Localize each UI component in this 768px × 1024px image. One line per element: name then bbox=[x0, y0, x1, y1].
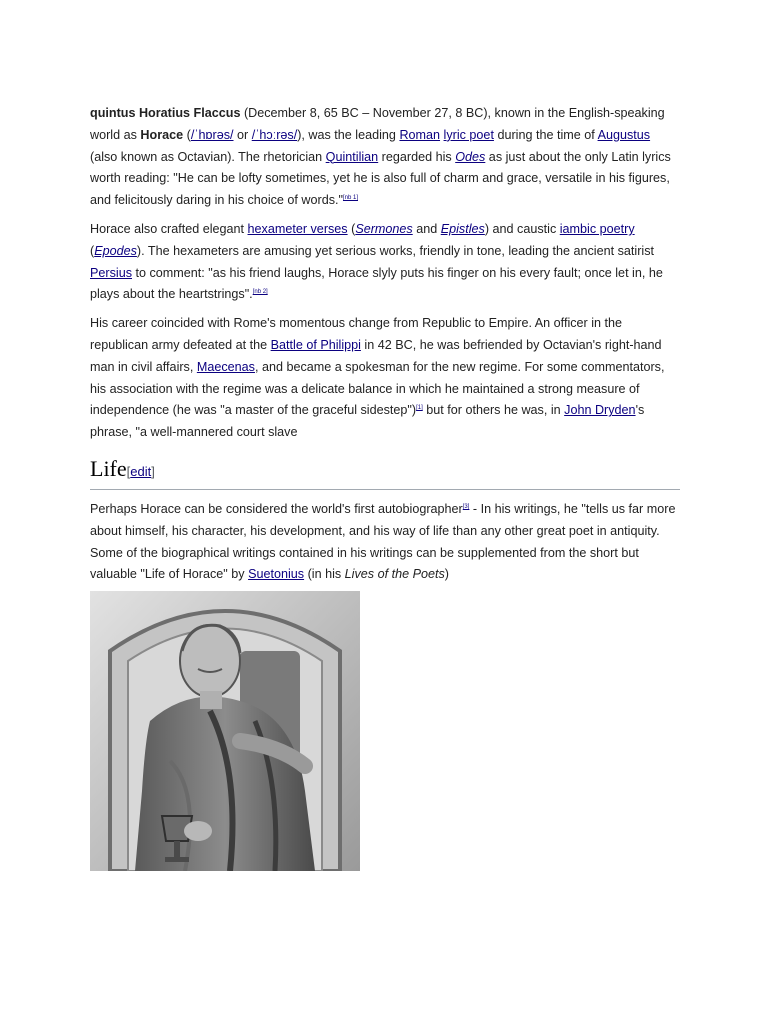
iambic-poetry-link[interactable]: iambic poetry bbox=[559, 221, 635, 236]
life-section-heading bbox=[90, 453, 680, 490]
horace-portrait-image bbox=[90, 591, 360, 871]
roman-link[interactable]: Roman bbox=[399, 127, 441, 142]
odes-link[interactable]: Odes bbox=[455, 149, 486, 164]
sermones-link[interactable]: Sermones bbox=[355, 221, 413, 236]
life-heading-text: Life bbox=[90, 455, 127, 481]
john-dryden-link[interactable]: John Dryden bbox=[564, 403, 636, 418]
augustus-link[interactable]: Augustus bbox=[597, 127, 651, 142]
suetonius-link[interactable]: Suetonius bbox=[248, 567, 305, 582]
pronunciation-link-2[interactable]: /ˈhɔːrəs/ bbox=[251, 127, 298, 142]
intro-paragraph: quintus Horatius Flaccus (December 8, 65 BC – November 27, 8 BC), known in the English-speaking world as Horace (/ˈhɒrəs/ or /ˈhɔːrəs/), was the leading Roman lyric poet during the time of Augustus (also known as Octavian). The rhetorician Quintilian regarded his Odes as just about the only Latin lyrics worth reading: "He can be lofty sometimes, yet he is also full of charm and grace, versatile in his figures, and felicitously daring in his choice of words."[nb 1] bbox=[90, 106, 671, 208]
edit-link[interactable]: edit bbox=[130, 463, 152, 479]
lyric-poet-link[interactable]: lyric poet bbox=[443, 127, 494, 142]
footnote-ref-1[interactable]: [1] bbox=[416, 405, 423, 412]
edit-section-link: [edit] bbox=[126, 463, 155, 479]
hexameter-paragraph: Horace also crafted elegant hexameter verses (Sermones and Epistles) and caustic iambic poetry (Epodes). The hexameters are amusing yet serious works, friendly in tone, leading the ancient satirist Persius to comment: "as his friend laughs, Horace slyly puts his finger on his every fault; once let in, he plays about the heartstrings".[nb 2] bbox=[90, 221, 663, 302]
footnote-ref-3[interactable]: [3] bbox=[462, 503, 470, 510]
footnote-ref-nb2[interactable]: [nb 2] bbox=[252, 289, 268, 296]
pronunciation-link-1[interactable]: /ˈhɒrəs/ bbox=[190, 127, 234, 142]
subject-name: quintus Horatius Flaccus bbox=[90, 106, 241, 120]
career-paragraph: His career coincided with Rome's momentous change from Republic to Empire. An officer in the republican army defeated at the Battle of Philippi in 42 BC, he was befriended by Octavian's right-hand man in civil affairs, Maecenas, and became a spokesman for the new regime. For some commentators, his association with the regime was a delicate balance in which he maintained a strong measure of independence (he was "a master of the graceful sidestep")[1] but for others he was, in John Dryden's phrase, "a well-mannered court slave bbox=[90, 316, 665, 440]
lives-of-the-poets-title: Lives of the Poets bbox=[344, 567, 445, 582]
epistles-link[interactable]: Epistles bbox=[440, 221, 485, 236]
hexameter-verses-link[interactable]: hexameter verses bbox=[247, 221, 348, 236]
footnote-ref-nb1[interactable]: [nb 1] bbox=[342, 195, 358, 201]
quintilian-link[interactable]: Quintilian bbox=[325, 149, 379, 164]
horace-portrait-illustration bbox=[90, 591, 360, 871]
battle-of-philippi-link[interactable]: Battle of Philippi bbox=[270, 337, 361, 352]
maecenas-link[interactable]: Maecenas bbox=[196, 359, 255, 374]
epodes-link[interactable]: Epodes bbox=[94, 243, 137, 258]
autobiography-paragraph: Perhaps Horace can be considered the world's first autobiographer[3] - In his writings, he "tells us far more about himself, his character, his development, and his way of life than any other great poet in antiquity. Some of the biographical writings contained in his writings can be supplemented from the short but valuable "Life of Horace" by Suetonius (in his Lives of the Poets) bbox=[90, 501, 676, 582]
persius-link[interactable]: Persius bbox=[90, 265, 132, 280]
article-content bbox=[90, 103, 680, 871]
common-name: Horace bbox=[140, 127, 184, 142]
